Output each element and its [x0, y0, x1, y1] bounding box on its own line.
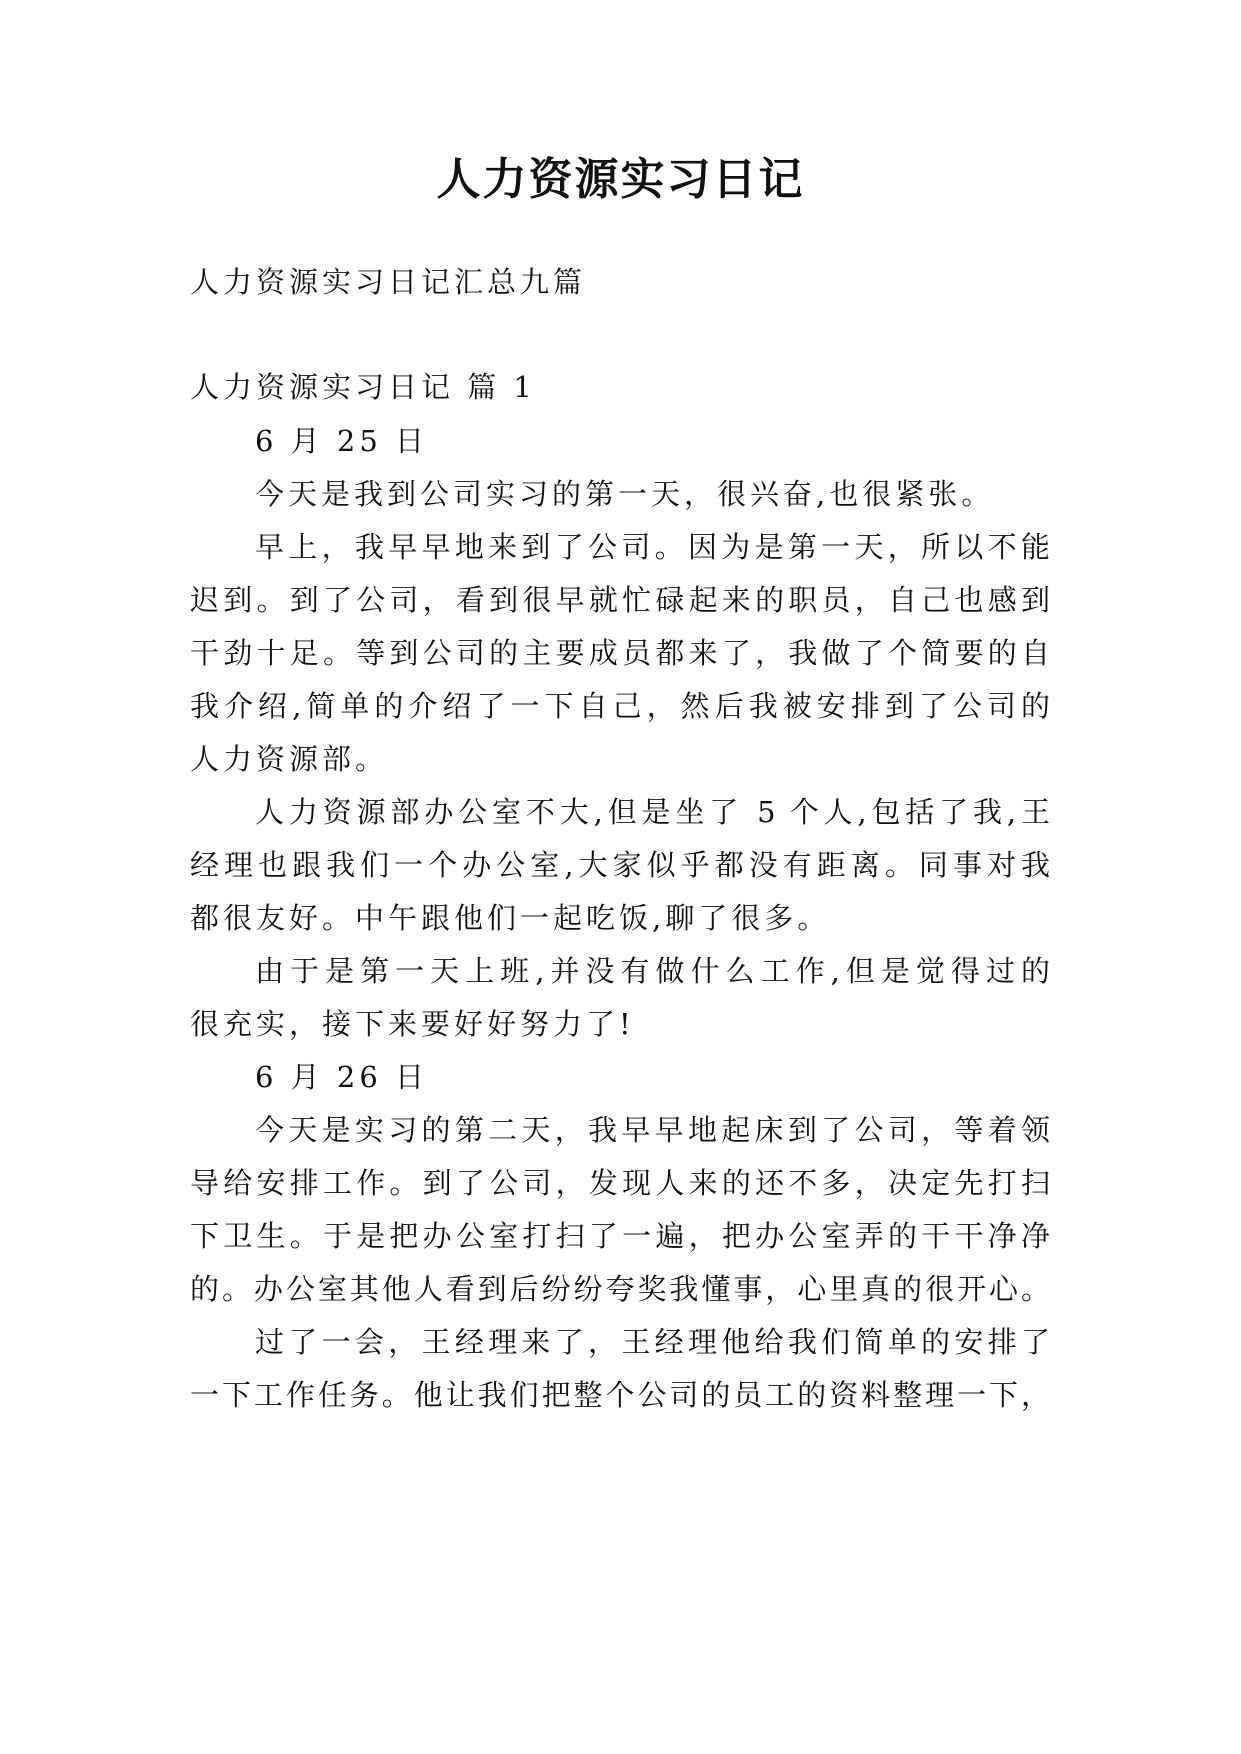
- date-line: 6 月 25 日: [255, 424, 429, 458]
- paragraph-line: 干劲十足。等到公司的主要成员都来了，我做了个简要的自: [190, 636, 1050, 670]
- date-line: 6 月 26 日: [255, 1060, 429, 1094]
- section-heading: 人力资源实习日记 篇 1: [190, 370, 536, 404]
- paragraph-line: 由于是第一天上班,并没有做什么工作,但是觉得过的: [255, 954, 1050, 988]
- paragraph-line: 很充实，接下来要好好努力了!: [190, 1007, 635, 1041]
- paragraph-line: 都很友好。中午跟他们一起吃饭,聊了很多。: [190, 901, 831, 935]
- paragraph-line: 过了一会，王经理来了，王经理他给我们简单的安排了: [255, 1325, 1050, 1359]
- paragraph-line: 今天是我到公司实习的第一天，很兴奋,也很紧张。: [255, 477, 995, 511]
- paragraph-line: 导给安排工作。到了公司，发现人来的还不多，决定先打扫: [190, 1166, 1050, 1200]
- paragraph-line: 的。办公室其他人看到后纷纷夸奖我懂事，心里真的很开心。: [190, 1272, 1050, 1306]
- document-subtitle: 人力资源实习日记汇总九篇: [190, 265, 587, 299]
- paragraph-line: 早上，我早早地来到了公司。因为是第一天，所以不能: [255, 530, 1050, 564]
- paragraph-line: 人力资源部。: [190, 742, 389, 776]
- paragraph-line: 下卫生。于是把办公室打扫了一遍，把办公室弄的干干净净: [190, 1219, 1050, 1253]
- paragraph-line: 迟到。到了公司，看到很早就忙碌起来的职员，自己也感到: [190, 583, 1050, 617]
- paragraph-line: 经理也跟我们一个办公室,大家似乎都没有距离。同事对我: [190, 848, 1050, 882]
- paragraph-line: 我介绍,简单的介绍了一下自己，然后我被安排到了公司的: [190, 689, 1050, 723]
- paragraph-line: 今天是实习的第二天，我早早地起床到了公司，等着领: [255, 1113, 1050, 1147]
- document-title: 人力资源实习日记: [436, 154, 805, 205]
- paragraph-line: 一下工作任务。他让我们把整个公司的员工的资料整理一下，: [190, 1378, 1050, 1412]
- paragraph-line: 人力资源部办公室不大,但是坐了 5 个人,包括了我,王: [255, 795, 1050, 829]
